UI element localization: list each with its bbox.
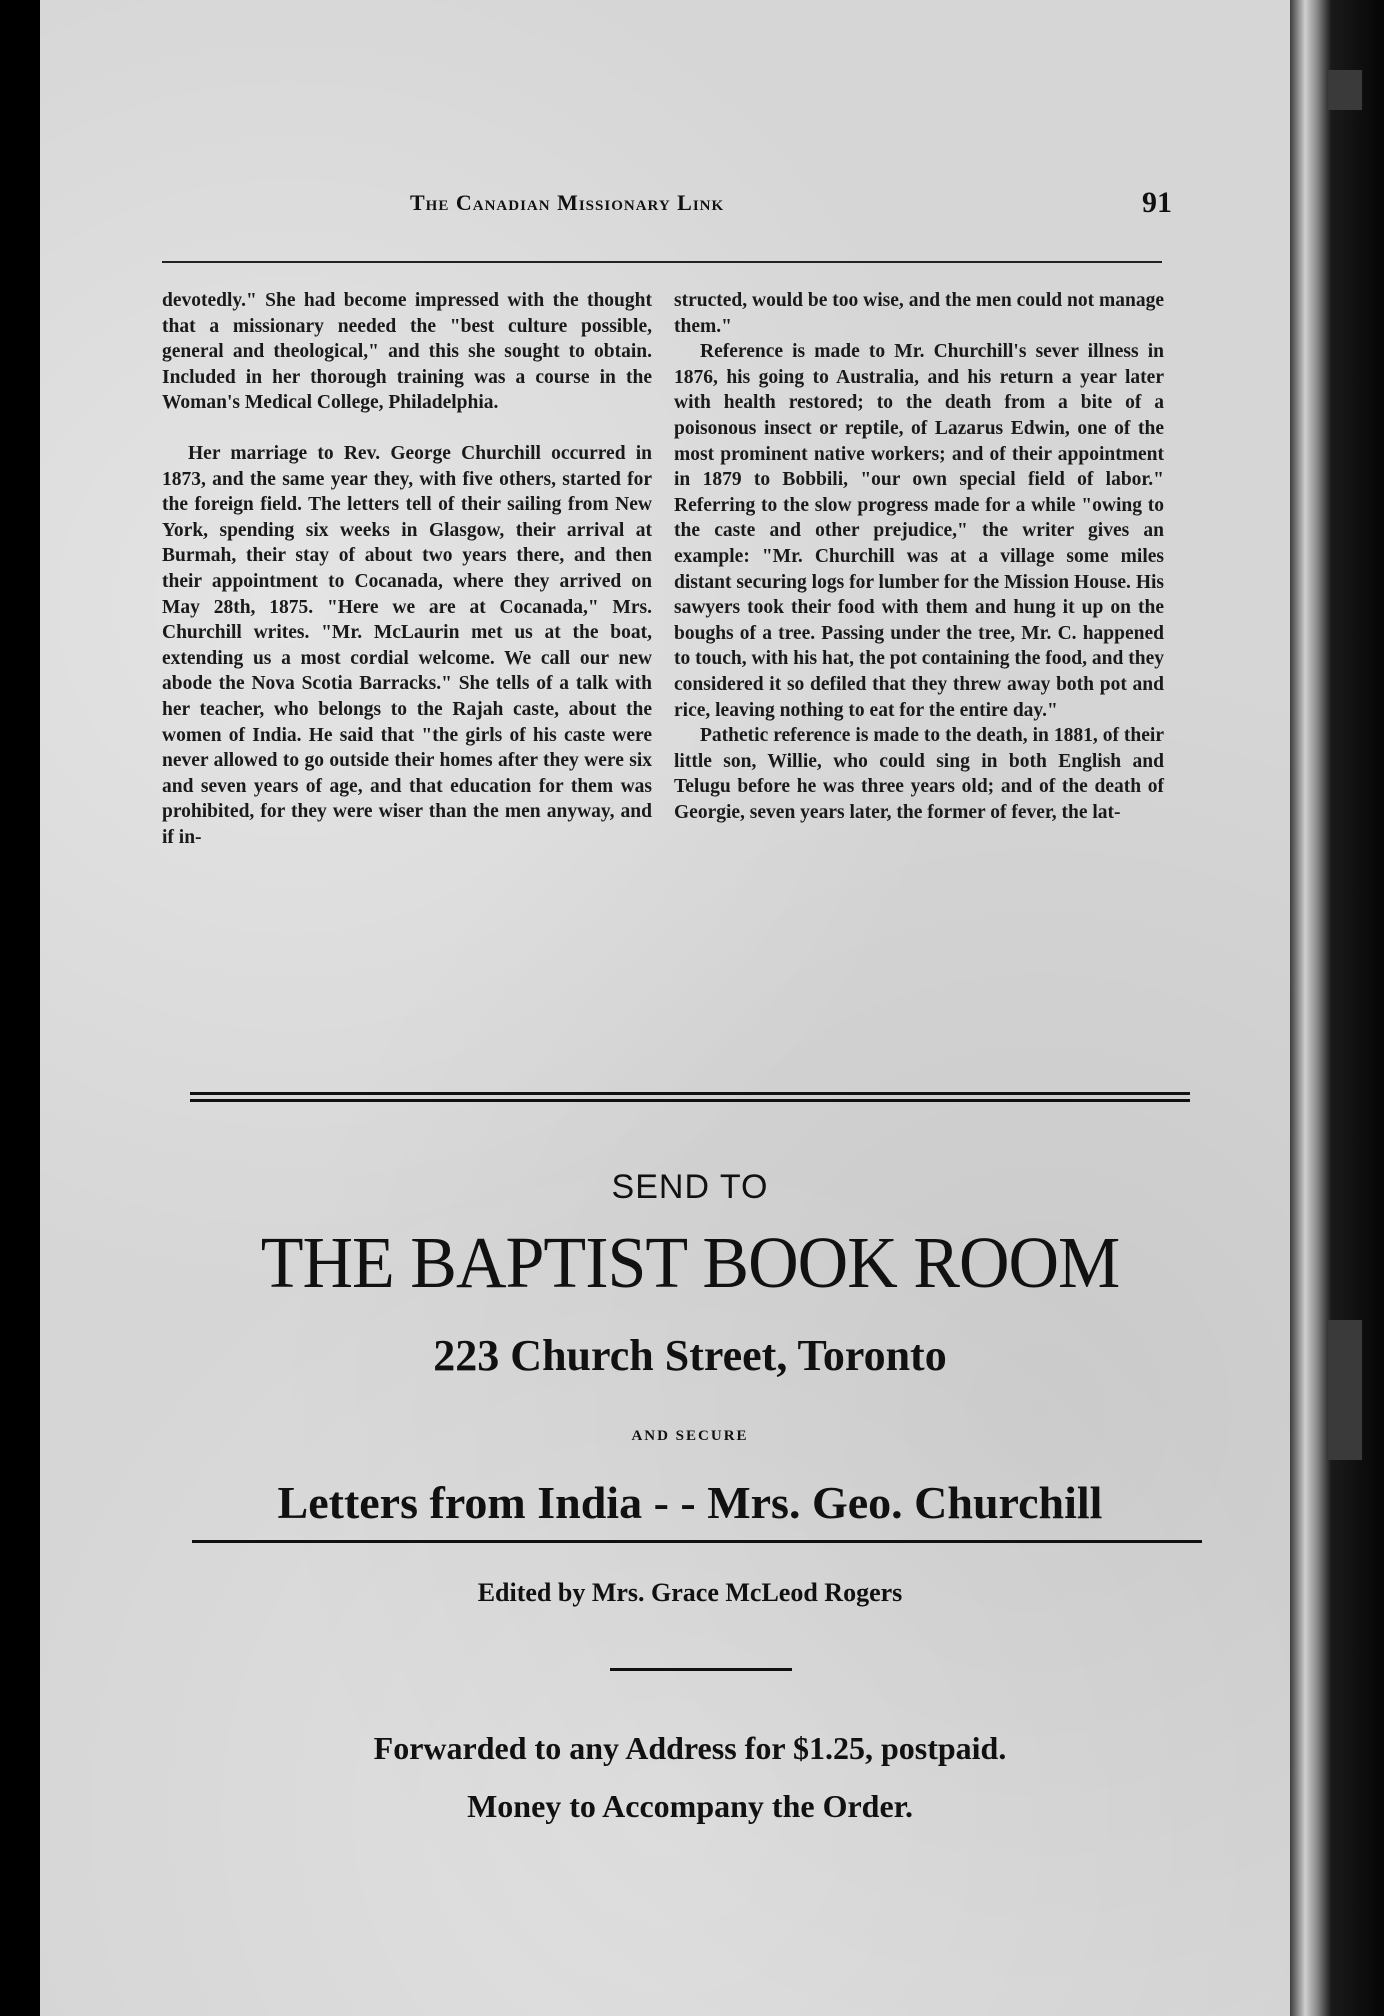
paragraph: Her marriage to Rev. George Churchill occurred in 1873, and the same year they, with five others, started for the foreign field. The letters tell of their sailing from New York, spending six weeks in Glasgow, their arrival at Burmah, their stay of about two years there, and then their appointment to Cocanada, where they arrived on May 28th, 1875. "Here we are at Cocanada," Mrs. Churchill writes. "Mr. McLaurin met us at the boat, extending us a most cordial welcome. We call our new abode the Nova Scotia Barracks." She tells of a talk with her teacher, who belongs to the Rajah caste, about the women of India. He said that "the girls of his caste were never allowed to go outside their homes after they were six and seven years of age, and that education for them was prohibited, for they were wiser than the men anyway, and if in- bbox=[162, 442, 652, 848]
paragraph: Reference is made to Mr. Churchill's sever illness in 1876, his going to Australia, and his return a year later with health restored; to the death from a bite of a poisonous insect or reptile, of Lazarus Edwin, one of the most prominent native workers; and of their appointment in 1879 to Bobbili, "our own special field of labor." Referring to the slow progress made for a while "owing to the caste and other prejudice," the writer gives an example: "Mr. Churchill was at a village some miles distant securing logs for lumber for the Mission House. His sawyers took their food with them and hung it up on the boughs of a tree. Passing under the tree, Mr. C. happened to touch, with his hat, the pot containing the food, and they considered it so defiled that they threw away both pot and rice, leaving nothing to eat for the entire day." bbox=[674, 341, 1164, 721]
scanner-frame-edge bbox=[1288, 0, 1384, 2016]
ad-address: 223 Church Street, Toronto bbox=[433, 1331, 947, 1380]
ad-send-to: SEND TO bbox=[611, 1168, 769, 1206]
frame-strip bbox=[1328, 70, 1362, 110]
ad-store-name: THE BAPTIST BOOK ROOM bbox=[260, 1223, 1120, 1304]
article-column-right bbox=[674, 288, 1164, 825]
running-head bbox=[120, 186, 1170, 226]
paragraph: structed, would be too wise, and the men could not manage them." bbox=[674, 290, 1164, 337]
ad-and-secure: AND SECURE bbox=[631, 1428, 749, 1444]
frame-strip bbox=[1328, 1320, 1362, 1460]
paragraph: Pathetic reference is made to the death, in 1881, of their little son, Willie, who could sing in both English and Telugu before he was three years old; and of the death of Georgie, seven years later, the former of fever, the lat- bbox=[674, 725, 1164, 823]
journal-title: The Canadian Missionary Link bbox=[410, 190, 725, 215]
section-divider bbox=[190, 1092, 1190, 1102]
article-column-left bbox=[162, 288, 652, 850]
ad-edited-by: Edited by Mrs. Grace McLeod Rogers bbox=[477, 1578, 903, 1607]
header-rule bbox=[162, 261, 1162, 263]
short-divider bbox=[610, 1668, 792, 1671]
page-number: 91 bbox=[1142, 186, 1172, 219]
ad-book-title: Letters from India - - Mrs. Geo. Churchill bbox=[277, 1477, 1103, 1528]
ad-price: Forwarded to any Address for $1.25, postpaid. bbox=[373, 1730, 1007, 1766]
ad-payment-note: Money to Accompany the Order. bbox=[467, 1788, 913, 1824]
paragraph: devotedly." She had become impressed with the thought that a missionary needed the "best culture possible, general and theological," and this she sought to obtain. Included in her thorough training was a course in the Woman's Medical College, Philadelphia. bbox=[162, 290, 652, 414]
magazine-page bbox=[40, 0, 1290, 2016]
book-title-underline bbox=[192, 1540, 1202, 1543]
